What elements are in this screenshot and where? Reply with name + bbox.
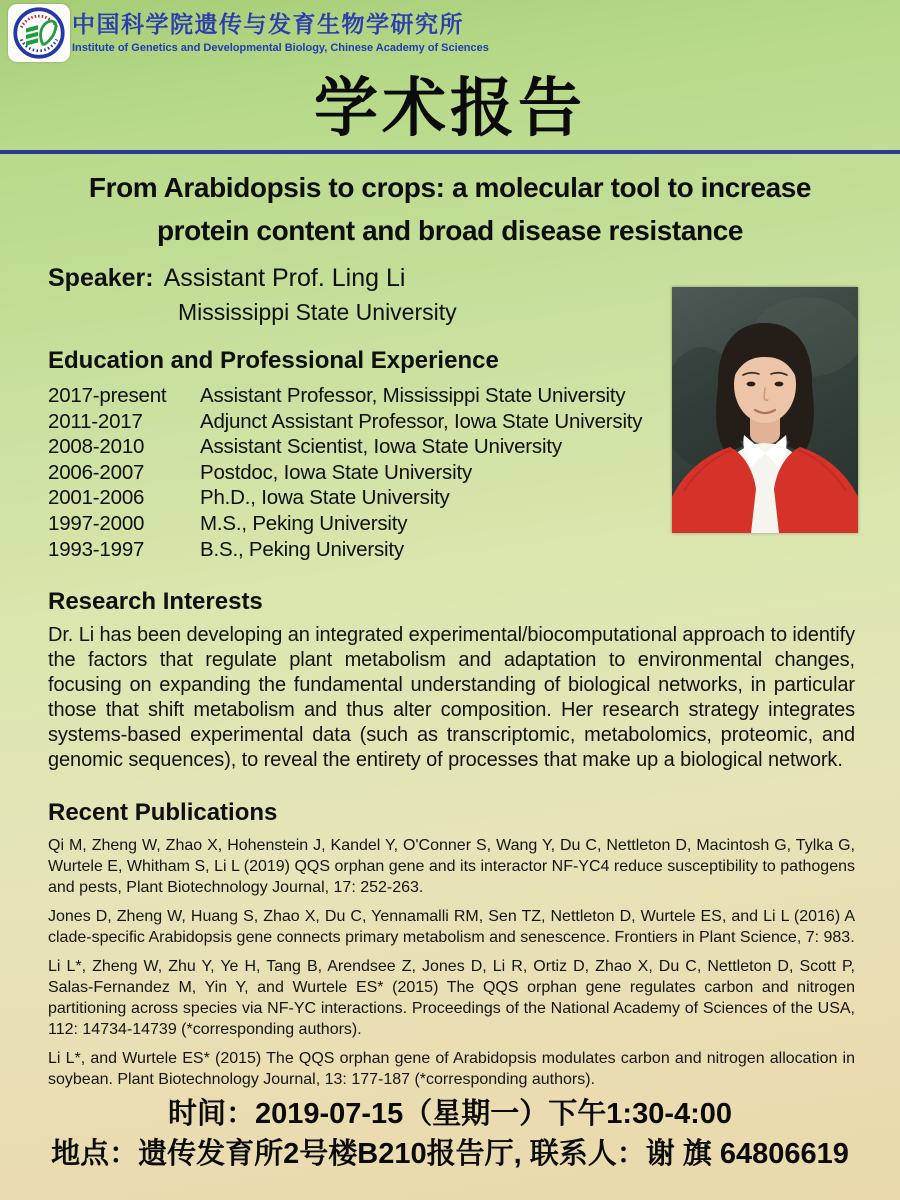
publication-item: Li L*, and Wurtele ES* (2015) The QQS orphan gene of Arabidopsis modulates carbon and nitrogen allocation in soybean. Plant Biotechnology Journal, 13: 177-187 (*corresponding authors).: [48, 1050, 855, 1089]
speaker-name: Assistant Prof. Ling Li: [163, 264, 406, 292]
education-role: Postdoc, Iowa State University: [200, 460, 473, 484]
education-period: 2008-2010: [48, 435, 145, 459]
education-heading: Education and Professional Experience: [48, 347, 499, 374]
header: [0, 0, 900, 70]
research-interests-body: Dr. Li has been developing an integrated experimental/biocomputational approach to identify the factors that regulate plant metabolism and adaptation to environmental changes, focusing on expanding the fundamental understanding of biological networks, in particular those that shift metabolism and thus alter composition. Her research strategy integrates systems-based experimental data (such as transcriptomic, metabolomics, proteomic, and genomic sequences), to reveal the entirety of processes that make up a biological network.: [48, 624, 855, 772]
institute-name-cn: 中国科学院遗传与发育生物学研究所: [72, 11, 464, 37]
publication-item: Qi M, Zheng W, Zhao X, Hohenstein J, Kandel Y, O'Conner S, Wang Y, Du C, Nettleton D, Macintosh G, Tylka G, Wurtele E, Whitham S, Li L (2019) QQS orphan gene and its interactor NF-YC4 reduce susceptibility to pathogens and pests, Plant Biotechnology Journal, 17: 252-263.: [48, 837, 855, 897]
publications-heading: Recent Publications: [48, 799, 278, 827]
education-period: 2017-present: [48, 384, 167, 407]
education-role: Ph.D., Iowa State University: [200, 486, 450, 510]
education-period: 1997-2000: [48, 511, 145, 535]
research-interests-heading: Research Interests: [48, 588, 263, 616]
footer: [0, 1094, 900, 1174]
speaker-photo: [672, 287, 858, 533]
education-role: Adjunct Assistant Professor, Iowa State University: [200, 409, 643, 433]
talk-title: [30, 166, 870, 252]
education-role: Assistant Scientist, Iowa State University: [200, 435, 562, 459]
speaker-affiliation: Mississippi State University: [178, 299, 457, 325]
footer-location: 地点：遗传发育所2号楼B210报告厅, 联系人：谢 旗 64806619: [51, 1138, 849, 1170]
speaker-portrait-image: [672, 287, 858, 533]
institute-title-block: [72, 9, 592, 55]
talk-title-line1: From Arabidopsis to crops: a molecular tool to increase: [88, 172, 812, 203]
education-period: 2011-2017: [48, 409, 143, 433]
institute-logo: [8, 4, 70, 62]
footer-time: 时间：2019-07-15（星期一）下午1:30-4:00: [167, 1098, 733, 1130]
divider-rule: [0, 150, 900, 154]
education-role: Assistant Professor, Mississippi State University: [200, 384, 626, 407]
publication-item: Jones D, Zheng W, Huang S, Zhao X, Du C, Yennamalli RM, Sen TZ, Nettleton D, Wurtele ES, and Li L (2016) A clade-specific Arabidopsis gene connects primary metabolism and senescence. Frontiers in Plant Science, 7: 983.: [48, 908, 855, 947]
education-row: [48, 537, 855, 563]
education-role: M.S., Peking University: [200, 511, 408, 535]
publication-item: Li L*, Zheng W, Zhu Y, Ye H, Tang B, Arendsee Z, Jones D, Li R, Ortiz D, Zhao X, Du C, Nettleton D, Scott P, Salas-Fernandez M, Yin Y, and Wurtele ES* (2015) The QQS orphan gene regulates carbon and nitrogen partitioning across species via NF-YC interactions. Proceedings of the National Academy of Sciences of the USA, 112: 14734-14739 (*corresponding authors).: [48, 958, 855, 1039]
talk-title-line2: protein content and broad disease resistance: [156, 215, 744, 246]
education-period: 2006-2007: [48, 460, 145, 484]
banner-title: 学术报告: [314, 72, 586, 144]
education-role: B.S., Peking University: [200, 537, 404, 561]
education-period: 2001-2006: [48, 486, 145, 510]
institute-logo-icon: [12, 6, 66, 60]
speaker-label: Speaker:: [48, 264, 154, 292]
education-period: 1993-1997: [48, 537, 145, 561]
publications-list: [48, 835, 855, 1090]
institute-name-en: Institute of Genetics and Developmental Biology, Chinese Academy of Sciences: [72, 42, 489, 54]
